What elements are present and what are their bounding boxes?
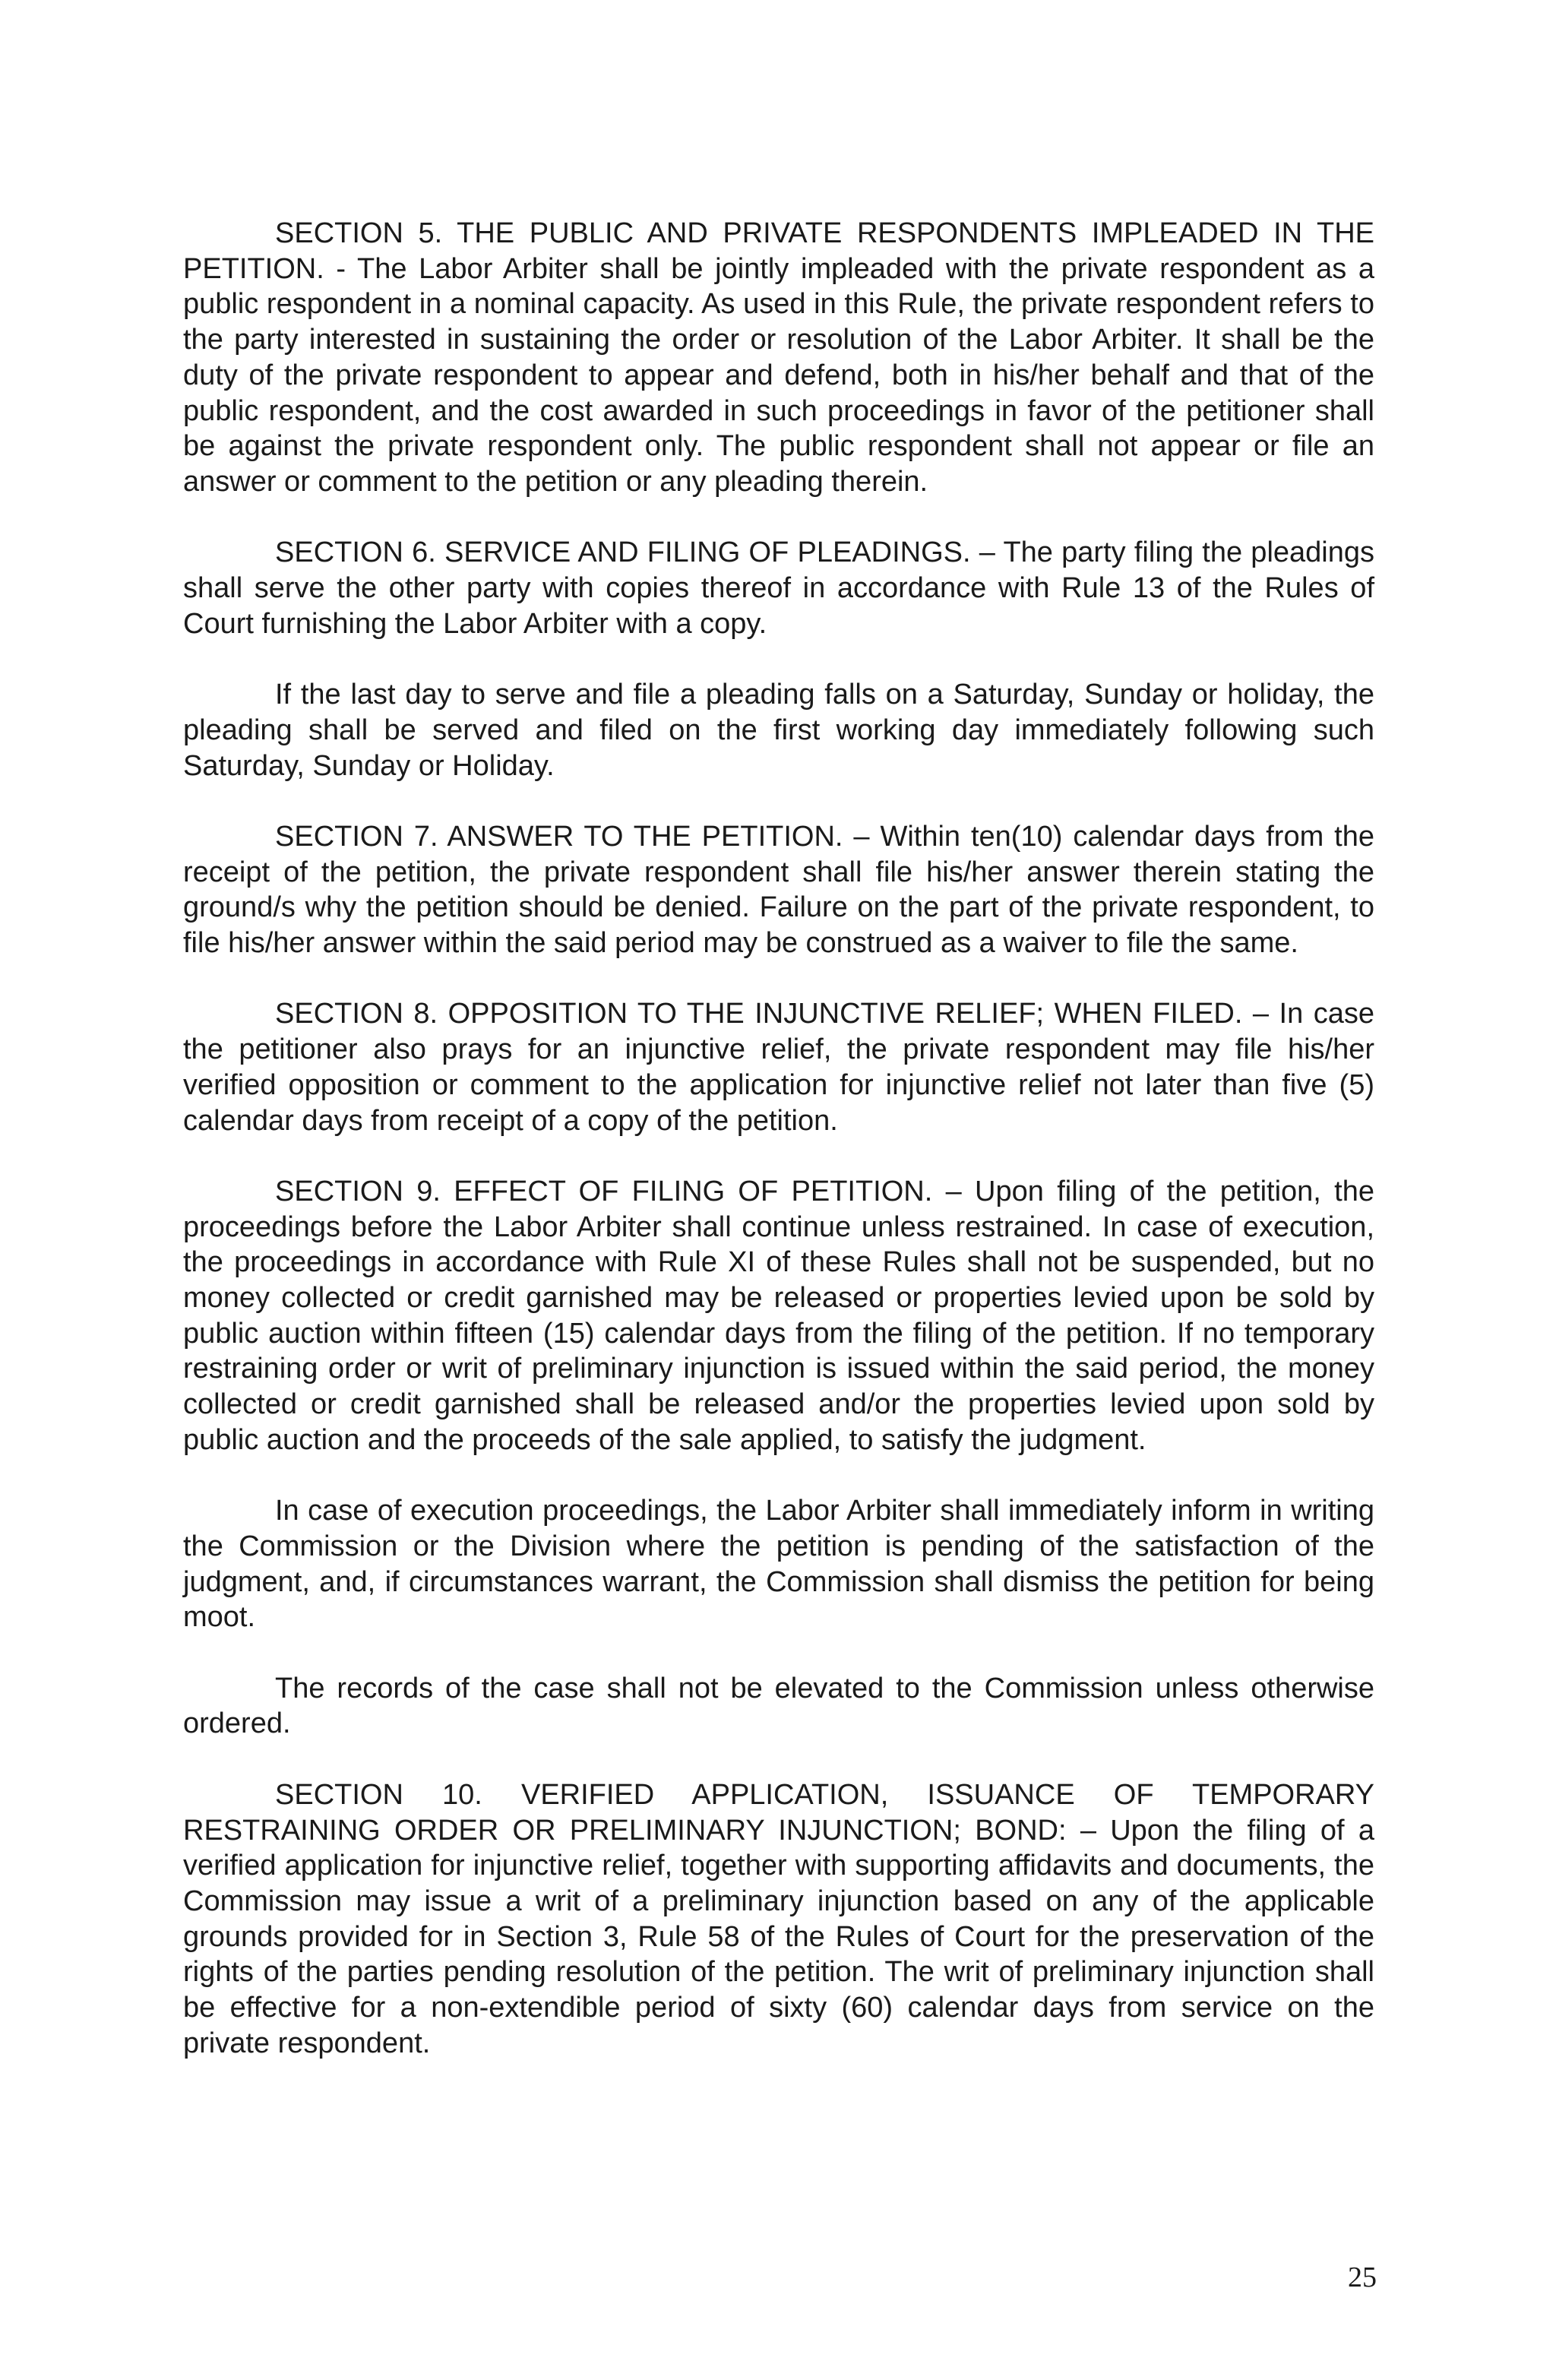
section-9-paragraph: SECTION 9. EFFECT OF FILING OF PETITION. – Upon filing of the petition, the proceedings before the Labor Arbiter shall continue unless restrained. In case of execution, the proceedings in accordance with Rule XI of these Rules shall not be suspended, but no money collected or credit garnished may be released or properties levied upon be sold by public auction within fifteen (15) calendar days from the filing of the petition. If no temporary restraining order or writ of preliminary injunction is issued within the said period, the money collected or credit garnished shall be released and/or the properties levied upon sold by public auction and the proceeds of the sale applied, to satisfy the judgment. <box>183 1175 1374 1456</box>
execution-proceedings-paragraph: In case of execution proceedings, the Labor Arbiter shall immediately inform in writing the Commission or the Division where the petition is pending of the satisfaction of the judgment, and, if circumstances warrant, the Commission shall dismiss the petition for being moot. <box>183 1495 1374 1634</box>
section-8-paragraph: SECTION 8. OPPOSITION TO THE INJUNCTIVE RELIEF; WHEN FILED. – In case the petitioner also prays for an injunctive relief, the private respondent may file his/her verified opposition or comment to the application for injunctive relief not later than five (5) calendar days from receipt of a copy of the petition. <box>183 998 1374 1137</box>
holiday-filing-paragraph: If the last day to serve and file a pleading falls on a Saturday, Sunday or holiday, the pleading shall be served and filed on the first working day immediately following such Saturday, Sunday or Holiday. <box>183 679 1374 782</box>
section-6-paragraph: SECTION 6. SERVICE AND FILING OF PLEADINGS. – The party filing the pleadings shall serve the other party with copies thereof in accordance with Rule 13 of the Rules of Court furnishing the Labor Arbiter with a copy. <box>183 536 1374 640</box>
section-7-paragraph: SECTION 7. ANSWER TO THE PETITION. – Within ten(10) calendar days from the receipt of the petition, the private respondent shall file his/her answer therein stating the ground/s why the petition should be denied. Failure on the part of the private respondent, to file his/her answer within the said period may be construed as a waiver to file the same. <box>183 820 1374 960</box>
records-paragraph: The records of the case shall not be elevated to the Commission unless otherwise ordered. <box>183 1672 1374 1740</box>
section-10-paragraph: SECTION 10. VERIFIED APPLICATION, ISSUANCE OF TEMPORARY RESTRAINING ORDER OR PRELIMINARY INJUNCTION; BOND: – Upon the filing of a verified application for injunctive relief, together with supporting affidavits and documents, the Commission may issue a writ of a preliminary injunction based on any of the applicable grounds provided for in Section 3, Rule 58 of the Rules of Court for the preservation of the rights of the parties pending resolution of the petition. The writ of preliminary injunction shall be effective for a non-extendible period of sixty (60) calendar days from service on the private respondent. <box>183 1778 1374 2059</box>
document-body <box>183 216 1374 2097</box>
page-number: 25 <box>1348 2261 1377 2293</box>
section-5-paragraph: SECTION 5. THE PUBLIC AND PRIVATE RESPONDENTS IMPLEADED IN THE PETITION. - The Labor Arbiter shall be jointly impleaded with the private respondent as a public respondent in a nominal capacity. As used in this Rule, the private respondent refers to the party interested in sustaining the order or resolution of the Labor Arbiter. It shall be the duty of the private respondent to appear and defend, both in his/her behalf and that of the public respondent, and the cost awarded in such proceedings in favor of the petitioner shall be against the private respondent only. The public respondent shall not appear or file an answer or comment to the petition or any pleading therein. <box>183 217 1374 498</box>
